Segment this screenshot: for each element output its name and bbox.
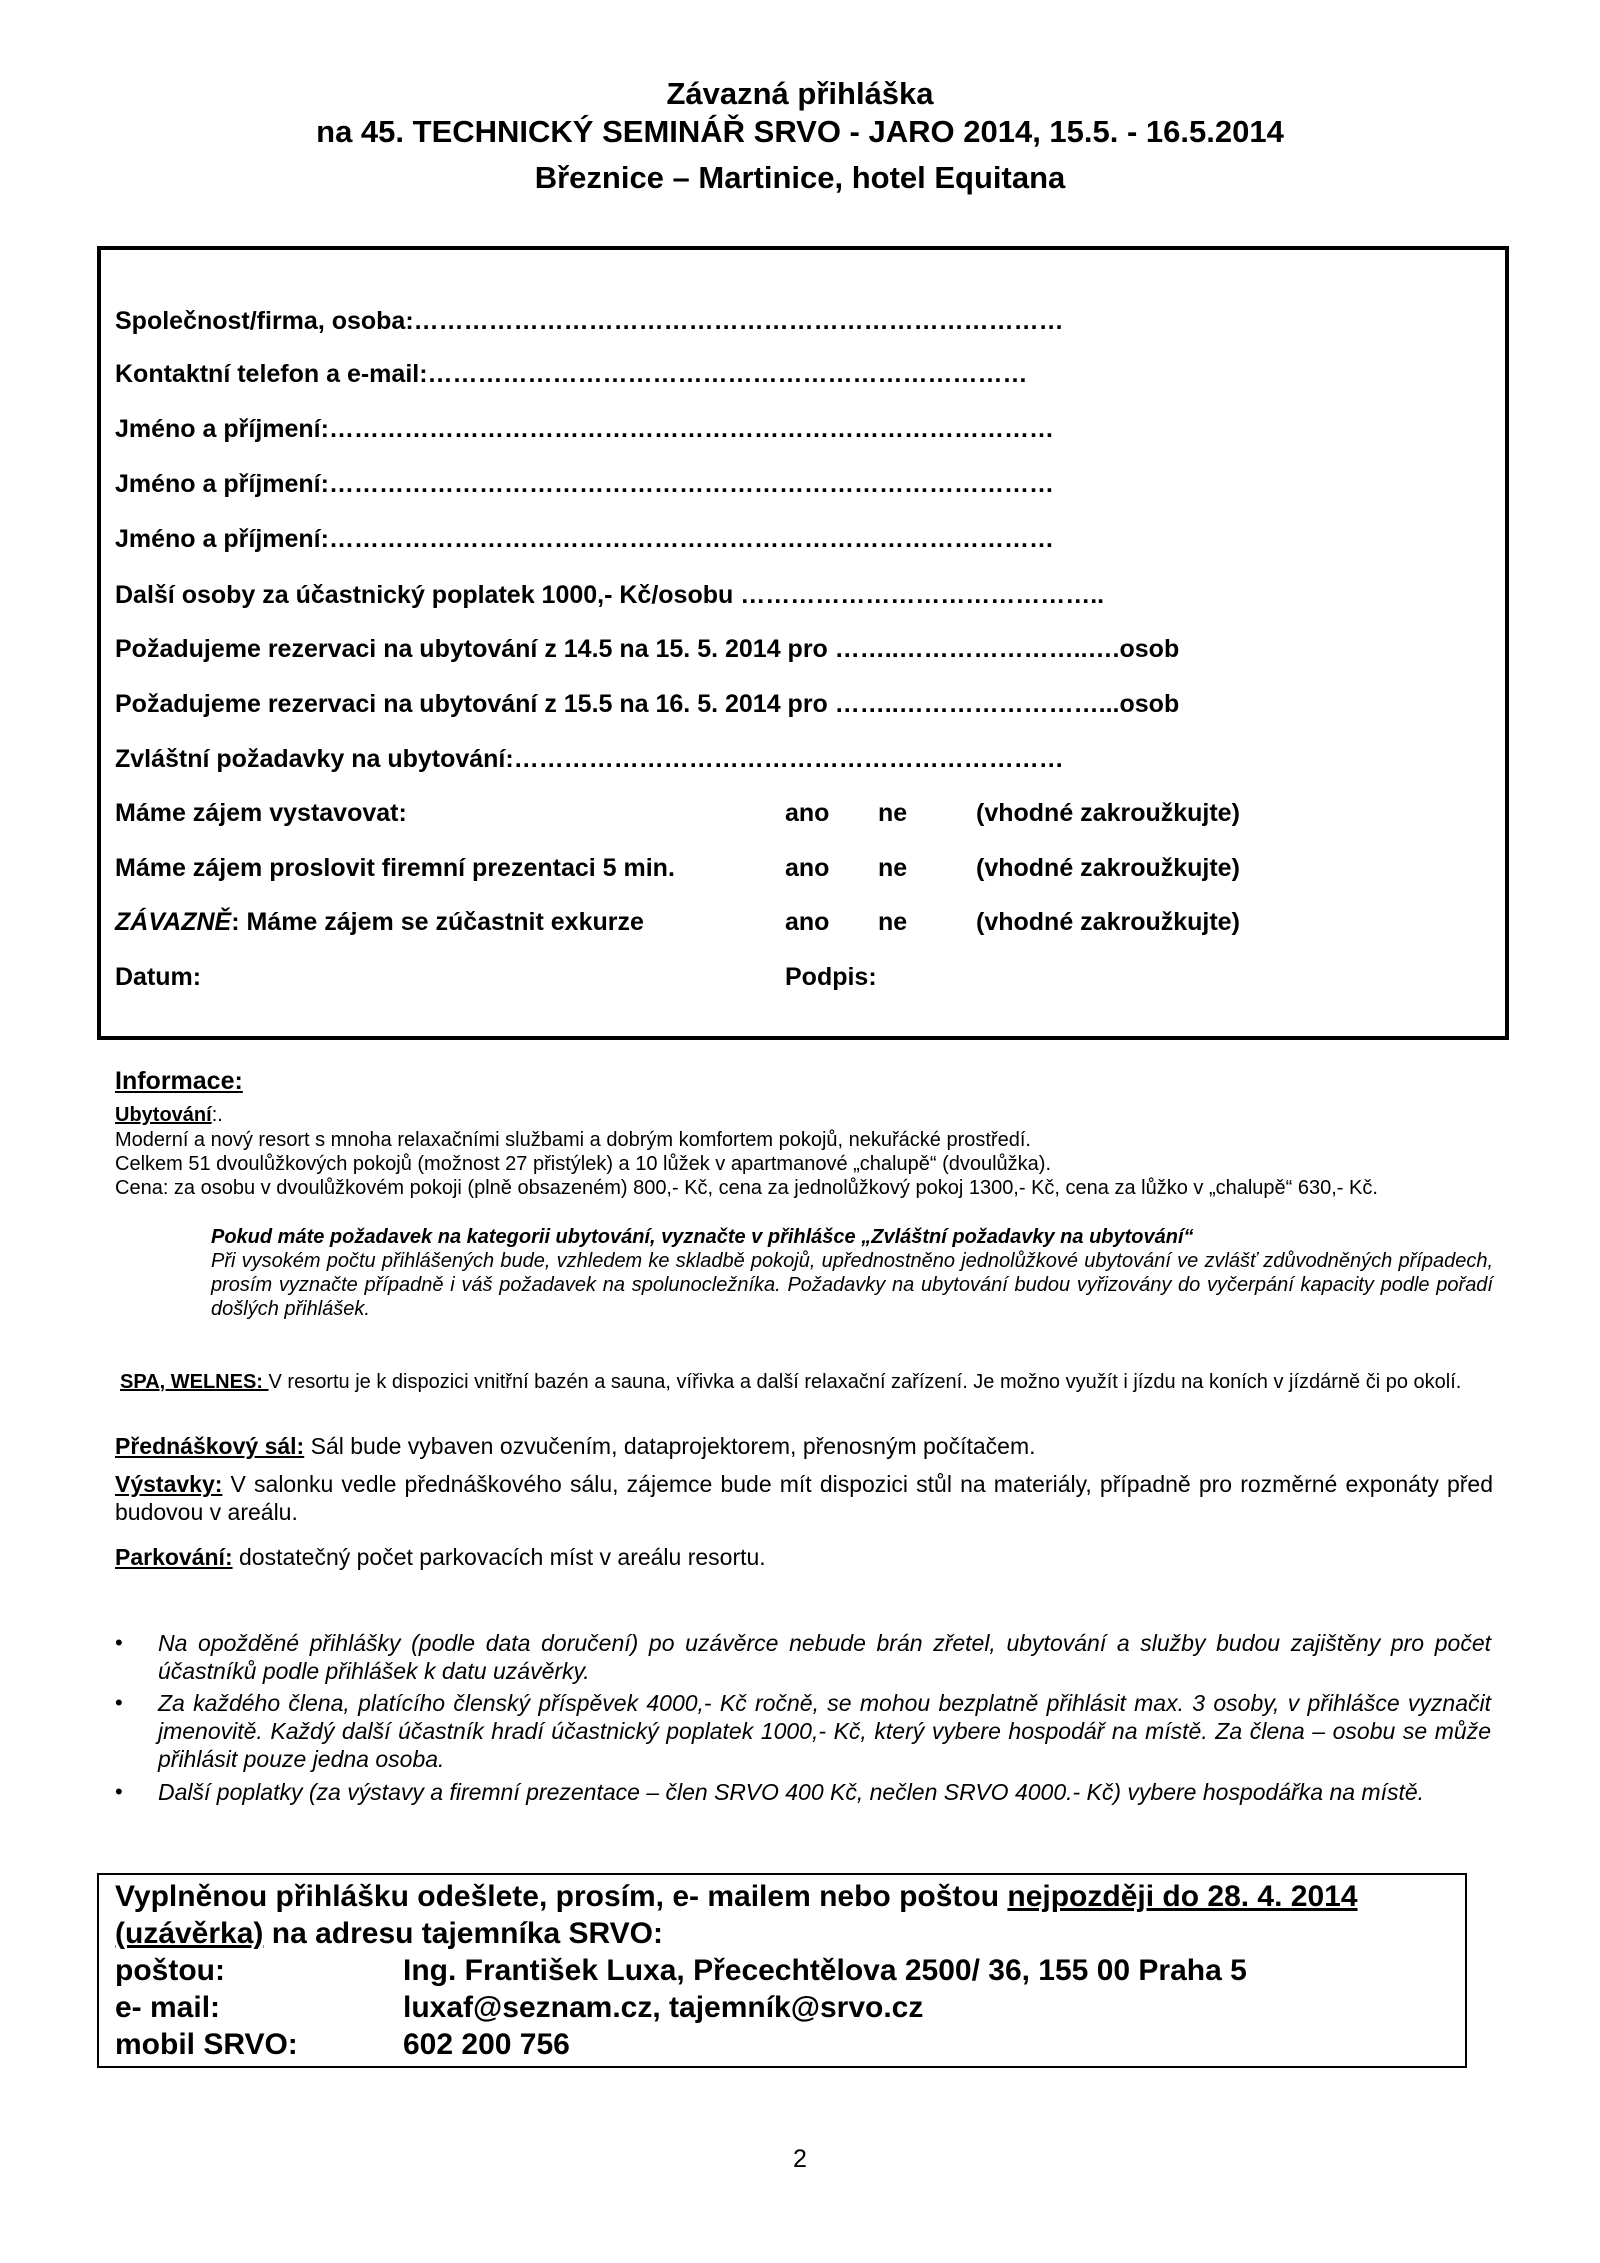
special-requests-field[interactable]: Zvláštní požadavky na ubytování:………………………………………………………… <box>115 745 1064 773</box>
exhibits-paragraph <box>115 1470 1493 1526</box>
bullet-other-fees: Další poplatky (za výstavy a firemní prezentace – člen SRVO 400 Kč, nečlen SRVO 4000.- Kč) vybere hospodářka na místě. <box>158 1779 1425 1805</box>
parking-paragraph <box>115 1543 1495 1571</box>
parking-text: dostatečný počet parkovacích míst v areálu resortu. <box>232 1544 766 1570</box>
accommodation-heading: Ubytování <box>115 1104 212 1126</box>
extra-persons-field[interactable]: Další osoby za účastnický poplatek 1000,- Kč/osobu …………………………………….. <box>115 581 1105 609</box>
accommodation-price: Cena: za osobu v dvoulůžkovém pokoji (plně obsazeném) 800,- Kč, cena za jednolůžkový pokoj 1300,- Kč, cena za lůžko v „chalupě“ 630,- Kč. <box>115 1177 1378 1199</box>
accommodation-note-bold: Pokud máte požadavek na kategorii ubytování, vyznačte v přihlášce „Zvláštní požadavky na ubytování“ <box>211 1226 1194 1248</box>
venue-title: Březnice – Martinice, hotel Equitana <box>534 160 1066 195</box>
accommodation-note: Při vysokém počtu přihlášených bude, vzhledem ke skladbě pokojů, upřednostněno jednolůžkové ubytování ve zvlášť zdůvodněných případech, prosím vyznačte případně i váš požadavek na spolunocležníka. Požadavky na ubytování budou vyřizovány do vyčerpání kapacity podle pořadí došlých přihlášek. <box>211 1250 1493 1320</box>
contact-field[interactable]: Kontaktní telefon a e-mail:……………………………………………………………… <box>115 360 1028 388</box>
bullet-marker: • <box>115 1690 123 1715</box>
submission-instructions <box>115 1878 1358 1916</box>
accommodation-field-1[interactable]: Požadujeme rezervaci na ubytování z 14.5 na 15. 5. 2014 pro ……..…………………..….osob <box>115 635 1180 663</box>
presentation-no-option[interactable]: ne <box>878 854 908 882</box>
deadline: nejpozději do 28. 4. 2014 <box>1007 1880 1358 1913</box>
info-heading: Informace: <box>115 1067 243 1095</box>
exhibit-circle-hint: (vhodné zakroužkujte) <box>976 799 1240 827</box>
bullet-marker: • <box>115 1630 123 1655</box>
accommodation-line-1: Moderní a nový resort s mnoha relaxačními službami a dobrým komfortem pokojů, nekuřácké prostředí. <box>115 1129 1031 1151</box>
excursion-circle-hint: (vhodné zakroužkujte) <box>976 908 1240 936</box>
excursion-question-text: : Máme zájem se zúčastnit exkurze <box>231 908 644 936</box>
accommodation-heading-line <box>115 1103 1495 1127</box>
signature-field[interactable]: Podpis: <box>785 963 877 991</box>
info-heading-line <box>115 1066 1495 1096</box>
bullet-member-registration: Za každého člena, platícího členský příspěvek 4000,- Kč ročně, se mohou bezplatně přihlásit max. 3 osoby, v přihlášce vyznačit jmenovitě. Každý další účastník hradí účastnický poplatek 1000,- Kč, který vybere hospodář na místě. Za člena – osobu se může přihlásit pouze jedna osoba. <box>158 1690 1491 1772</box>
closing-label: (uzávěrka) <box>115 1917 264 1950</box>
bullet-marker: • <box>115 1779 123 1804</box>
accommodation-heading-suffix: :. <box>211 1104 223 1126</box>
spa-paragraph <box>115 1370 1493 1394</box>
date-field[interactable]: Datum: <box>115 963 202 991</box>
accommodation-line-2: Celkem 51 dvoulůžkových pokojů (možnost 27 přistýlek) a 10 lůžek v apartmanové „chalupě“ (dvoulůžka). <box>115 1153 1052 1175</box>
bullet-late-applications: Na opožděné přihlášky (podle data doručení) po uzávěrce nebude brán zřetel, ubytování a služby budou zajištěny pro počet účastníků podle přihlášek k datu uzávěrky. <box>158 1630 1491 1684</box>
presentation-question: Máme zájem proslovit firemní prezentaci 5 min. <box>115 854 675 882</box>
exhibit-no-option[interactable]: ne <box>878 799 908 827</box>
excursion-no-option[interactable]: ne <box>878 908 908 936</box>
name-field-3[interactable]: Jméno a příjmení:…………………………………………………………………………… <box>115 525 1054 553</box>
seminar-title: na 45. TECHNICKÝ SEMINÁŘ SRVO - JARO 2014, 15.5. - 16.5.2014 <box>316 114 1284 149</box>
company-field[interactable]: Společnost/firma, osoba:…………………………………………………………………… <box>115 307 1064 335</box>
send-text: Vyplněnou přihlášku odešlete, prosím, e- mailem nebo poštou <box>115 1880 1008 1913</box>
presentation-circle-hint: (vhodné zakroužkujte) <box>976 854 1240 882</box>
form-title: Závazná přihláška <box>666 76 934 111</box>
spa-text: V resortu je k dispozici vnitřní bazén a sauna, vířivka a další relaxační zařízení. Je možno využít i jízdu na koních v jízdárně či po okolí. <box>268 1371 1462 1393</box>
presentation-yes-option[interactable]: ano <box>785 854 830 882</box>
lecture-hall-text: Sál bude vybaven ozvučením, dataprojektorem, přenosným počítačem. <box>304 1433 1036 1459</box>
excursion-yes-option[interactable]: ano <box>785 908 830 936</box>
lecture-hall-heading: Přednáškový sál: <box>115 1433 305 1459</box>
exhibits-heading: Výstavky: <box>115 1471 223 1497</box>
submission-address-line <box>115 1915 663 1953</box>
name-field-2[interactable]: Jméno a příjmení:…………………………………………………………………………… <box>115 470 1054 498</box>
mobile-label: mobil SRVO: <box>115 2028 298 2061</box>
post-address: Ing. František Luxa, Přecechtělova 2500/ 36, 155 00 Praha 5 <box>403 1954 1247 1987</box>
accommodation-field-2[interactable]: Požadujeme rezervaci na ubytování z 15.5 na 16. 5. 2014 pro ……..……………………...osob <box>115 690 1180 718</box>
exhibits-text: V salonku vedle přednáškového sálu, zájemce bude mít dispozici stůl na materiály, případně pro rozměrné exponáty před budovou v areálu. <box>115 1471 1493 1525</box>
email-label: e- mail: <box>115 1991 221 2024</box>
mobile-number[interactable]: 602 200 756 <box>403 2028 570 2061</box>
exhibit-question: Máme zájem vystavovat: <box>115 799 407 827</box>
lecture-hall-paragraph <box>115 1432 1495 1460</box>
parking-heading: Parkování: <box>115 1544 233 1570</box>
spa-heading: SPA, WELNES: <box>120 1371 269 1393</box>
address-text: na adresu tajemníka SRVO: <box>263 1917 664 1950</box>
excursion-question <box>115 907 644 937</box>
email-addresses[interactable]: luxaf@seznam.cz, tajemník@srvo.cz <box>403 1991 924 2024</box>
excursion-binding-label: ZÁVAZNĚ <box>115 908 232 936</box>
exhibit-yes-option[interactable]: ano <box>785 799 830 827</box>
post-label: poštou: <box>115 1954 225 1987</box>
name-field-1[interactable]: Jméno a příjmení:…………………………………………………………………………… <box>115 415 1054 443</box>
page-number: 2 <box>793 2145 807 2173</box>
